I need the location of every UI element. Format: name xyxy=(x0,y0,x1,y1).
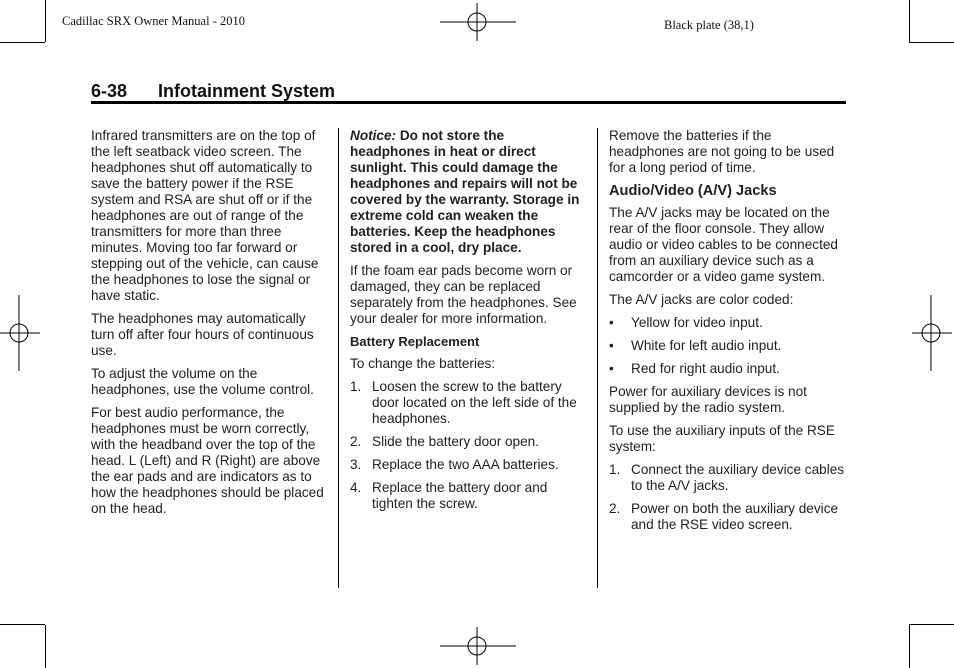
crop-mark xyxy=(909,624,954,625)
notice-paragraph xyxy=(350,128,586,256)
bullet: • xyxy=(609,361,614,376)
notice-text: Do not store the headphones in heat or direct sunlight. This could damage the headphones and repairs will not be covered by the warranty. Storage in extreme cold can weaken the batteries. Keep the headphones stored in a cool, dry place. xyxy=(350,128,580,255)
list-item xyxy=(609,501,847,533)
battery-heading: Battery Replacement xyxy=(350,334,480,349)
notice-label: Notice: xyxy=(350,128,397,143)
paragraph: The A/V jacks may be located on the rear of the floor console. They allow audio or video cables to be connected from an auxiliary device such as a camcorder or a video game system. xyxy=(609,205,838,284)
registration-mark-right xyxy=(912,295,952,371)
crop-mark xyxy=(45,0,46,42)
step-text: Replace the battery door and tighten the screw. xyxy=(372,480,548,511)
aux-steps xyxy=(609,462,847,533)
paragraph: Infrared transmitters are on the top of the left seatback video screen. The headphones shut off automatically to save the battery power if the RSE system and RSA are shut off or if the headphones are out of range of the transmitters for more than three minutes. Moving too far forward or stepping out of the vehicle, can cause the headphones to lose the signal or have static. xyxy=(91,128,319,303)
crop-mark xyxy=(909,625,910,668)
step-number: 2. xyxy=(609,501,621,516)
step-text: Power on both the auxiliary device and the RSE video screen. xyxy=(631,501,839,532)
color-code-list xyxy=(609,315,847,377)
registration-mark-left xyxy=(0,295,40,371)
step-number: 4. xyxy=(350,480,362,495)
crop-mark xyxy=(45,625,46,668)
column-1 xyxy=(91,128,331,524)
page-number: 6-38 xyxy=(91,81,128,101)
paragraph: The A/V jacks are color coded: xyxy=(609,292,794,307)
battery-steps xyxy=(350,379,586,512)
list-item xyxy=(350,480,586,512)
section-title: Infotainment System xyxy=(158,81,336,101)
list-item xyxy=(350,457,586,473)
bullet-text: Red for right audio input. xyxy=(631,361,780,376)
paragraph: Power for auxiliary devices is not supplied by the radio system. xyxy=(609,384,807,415)
crop-mark xyxy=(909,0,910,42)
bullet-text: Yellow for video input. xyxy=(631,315,763,330)
column-3 xyxy=(609,128,847,540)
paragraph: To use the auxiliary inputs of the RSE system: xyxy=(609,423,835,454)
step-text: Loosen the screw to the battery door located on the left side of the headphones. xyxy=(372,379,577,426)
crop-mark xyxy=(909,42,954,43)
crop-mark xyxy=(0,42,45,43)
bullet-text: White for left audio input. xyxy=(631,338,782,353)
list-item xyxy=(609,315,847,331)
column-divider xyxy=(338,128,339,588)
step-number: 2. xyxy=(350,434,362,449)
av-jacks-heading: Audio/Video (A/V) Jacks xyxy=(609,183,777,199)
list-item xyxy=(609,338,847,354)
paragraph: To change the batteries: xyxy=(350,356,496,371)
list-item xyxy=(350,434,586,450)
step-text: Replace the two AAA batteries. xyxy=(372,457,559,472)
bullet: • xyxy=(609,338,614,353)
step-number: 1. xyxy=(350,379,362,394)
paragraph: The headphones may automatically turn off after four hours of continuous use. xyxy=(91,311,314,358)
paragraph: To adjust the volume on the headphones, use the volume control. xyxy=(91,366,314,397)
column-2 xyxy=(350,128,586,519)
column-divider xyxy=(597,128,598,588)
registration-mark-bottom xyxy=(440,627,516,665)
section-rule xyxy=(91,101,846,104)
plate-label: Black plate (38,1) xyxy=(664,18,754,32)
paragraph: For best audio performance, the headphones must be worn correctly, with the headband over the top of the head. L (Left) and R (Right) are above the ear pads and are indicators as to how the headphones should be placed on the head. xyxy=(91,405,324,516)
paragraph: If the foam ear pads become worn or damaged, they can be replaced separately from the headphones. See your dealer for more information. xyxy=(350,263,577,326)
bullet: • xyxy=(609,315,614,330)
list-item xyxy=(609,361,847,377)
crop-mark xyxy=(0,624,45,625)
list-item xyxy=(350,379,586,427)
step-text: Slide the battery door open. xyxy=(372,434,540,449)
manual-title: Cadillac SRX Owner Manual - 2010 xyxy=(62,14,245,28)
step-number: 1. xyxy=(609,462,621,477)
paragraph: Remove the batteries if the headphones are not going to be used for a long period of time. xyxy=(609,128,835,175)
list-item xyxy=(609,462,847,494)
registration-mark-top xyxy=(440,3,516,41)
step-number: 3. xyxy=(350,457,362,472)
step-text: Connect the auxiliary device cables to the A/V jacks. xyxy=(631,462,845,493)
